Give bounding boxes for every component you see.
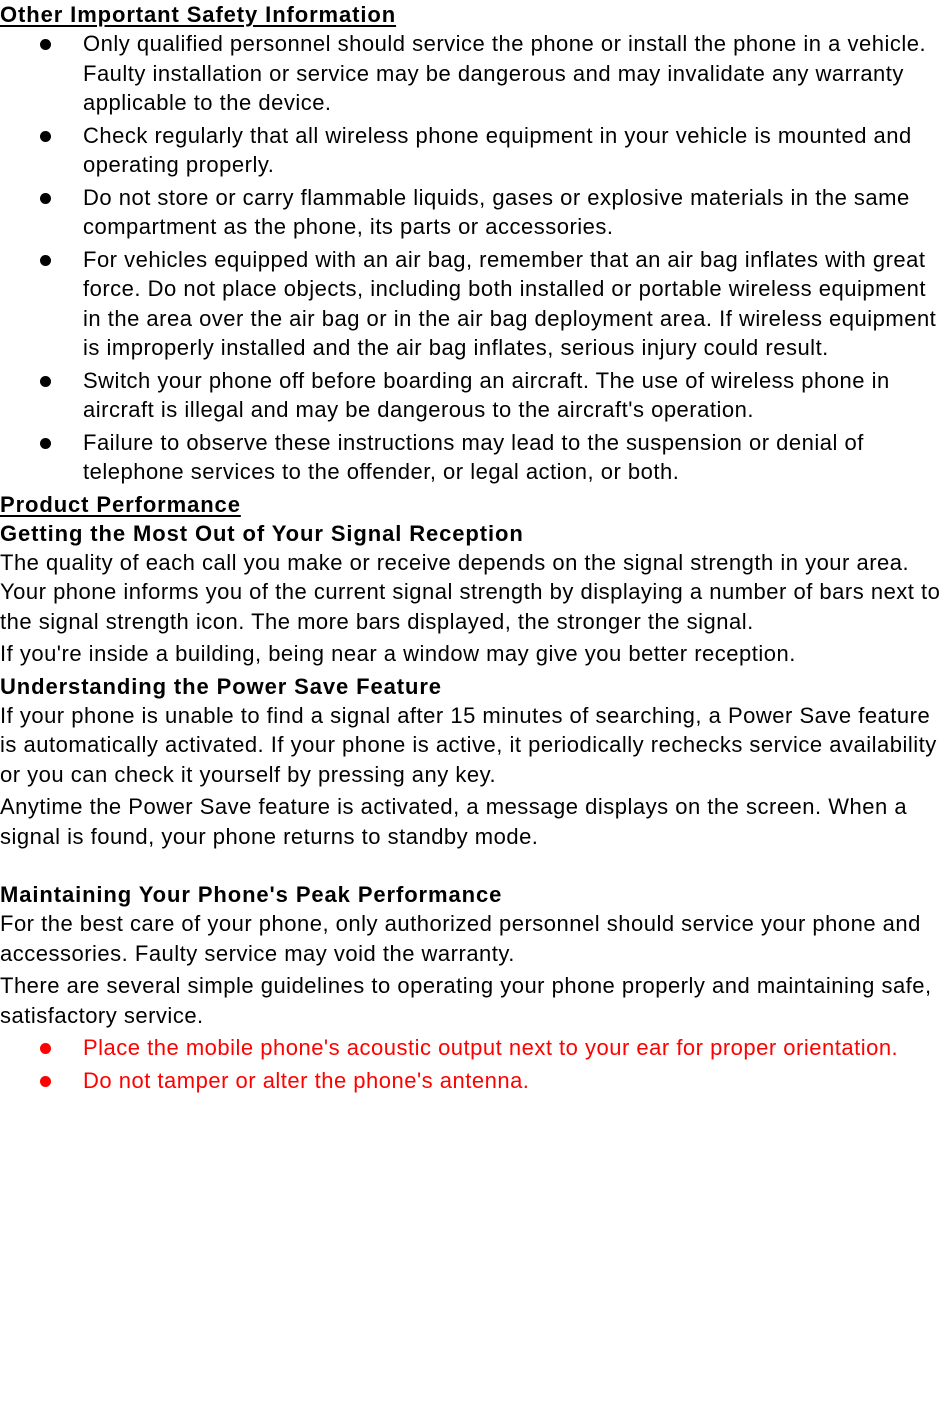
bullet-icon bbox=[40, 1076, 51, 1087]
bullet-icon bbox=[40, 193, 51, 204]
signal-paragraph-2: If you're inside a building, being near a window may give you better reception. bbox=[0, 641, 796, 666]
power-save-heading: Understanding the Power Save Feature bbox=[0, 673, 442, 699]
bullet-icon bbox=[40, 376, 51, 387]
list-item-text: Switch your phone off before boarding an aircraft. The use of wireless phone in aircraft is illegal and may be dangerous to the aircraft's operation. bbox=[83, 367, 890, 422]
list-item-text: Check regularly that all wireless phone equipment in your vehicle is mounted and operating properly. bbox=[83, 122, 912, 177]
list-item bbox=[0, 183, 941, 242]
list-item-text: Only qualified personnel should service the phone or install the phone in a vehicle. Faulty installation or service may be dangerous and may invalidate any warranty applicable to the device. bbox=[83, 31, 927, 115]
bullet-icon bbox=[40, 1043, 51, 1054]
list-item bbox=[0, 1033, 941, 1063]
bullet-icon bbox=[40, 438, 51, 449]
signal-paragraph-1: The quality of each call you make or receive depends on the signal strength in your area. Your phone informs you of the current signal strength by displaying a number of bars next to the signal strength icon. The more bars displayed, the stronger the signal. bbox=[0, 549, 941, 634]
list-item-text: Do not store or carry flammable liquids, gases or explosive materials in the same compartment as the phone, its parts or accessories. bbox=[83, 184, 910, 239]
safety-list bbox=[0, 29, 941, 487]
power-save-paragraph-2: Anytime the Power Save feature is activated, a message displays on the screen. When a signal is found, your phone returns to standby mode. bbox=[0, 794, 908, 849]
list-item bbox=[0, 366, 941, 425]
list-item-text: Do not tamper or alter the phone's antenna. bbox=[83, 1067, 530, 1093]
maintain-paragraph-1: For the best care of your phone, only authorized personnel should service your phone and accessories. Faulty service may void the warranty. bbox=[0, 911, 921, 966]
list-item-text: Place the mobile phone's acoustic output next to your ear for proper orientation. bbox=[83, 1035, 899, 1060]
maintain-paragraph-2: There are several simple guidelines to operating your phone properly and maintaining safe, satisfactory service. bbox=[0, 973, 932, 1028]
bullet-icon bbox=[40, 255, 51, 266]
signal-heading: Getting the Most Out of Your Signal Reception bbox=[0, 520, 524, 546]
maintain-heading: Maintaining Your Phone's Peak Performance bbox=[0, 882, 503, 907]
list-item bbox=[0, 245, 941, 363]
list-item bbox=[0, 428, 941, 487]
power-save-paragraph-1: If your phone is unable to find a signal after 15 minutes of searching, a Power Save feature is automatically activated. If your phone is active, it periodically rechecks service availability or you can check it yourself by pressing any key. bbox=[0, 702, 937, 787]
list-item bbox=[0, 29, 941, 118]
list-item-text: For vehicles equipped with an air bag, remember that an air bag inflates with great force. Do not place objects, including both installed or portable wireless equipment in the area over the air bag or in the air bag deployment area. If wireless equipment is improperly installed and the air bag inflates, serious injury could result. bbox=[83, 246, 937, 360]
list-item bbox=[0, 121, 941, 180]
maintain-list bbox=[0, 1033, 941, 1095]
safety-heading: Other Important Safety Information bbox=[0, 2, 397, 27]
bullet-icon bbox=[40, 131, 51, 142]
list-item-text: Failure to observe these instructions may lead to the suspension or denial of telephone services to the offender, or legal action, or both. bbox=[83, 429, 864, 484]
bullet-icon bbox=[40, 39, 51, 50]
spacer bbox=[0, 854, 941, 880]
list-item bbox=[0, 1066, 941, 1096]
performance-heading: Product Performance bbox=[0, 491, 241, 517]
